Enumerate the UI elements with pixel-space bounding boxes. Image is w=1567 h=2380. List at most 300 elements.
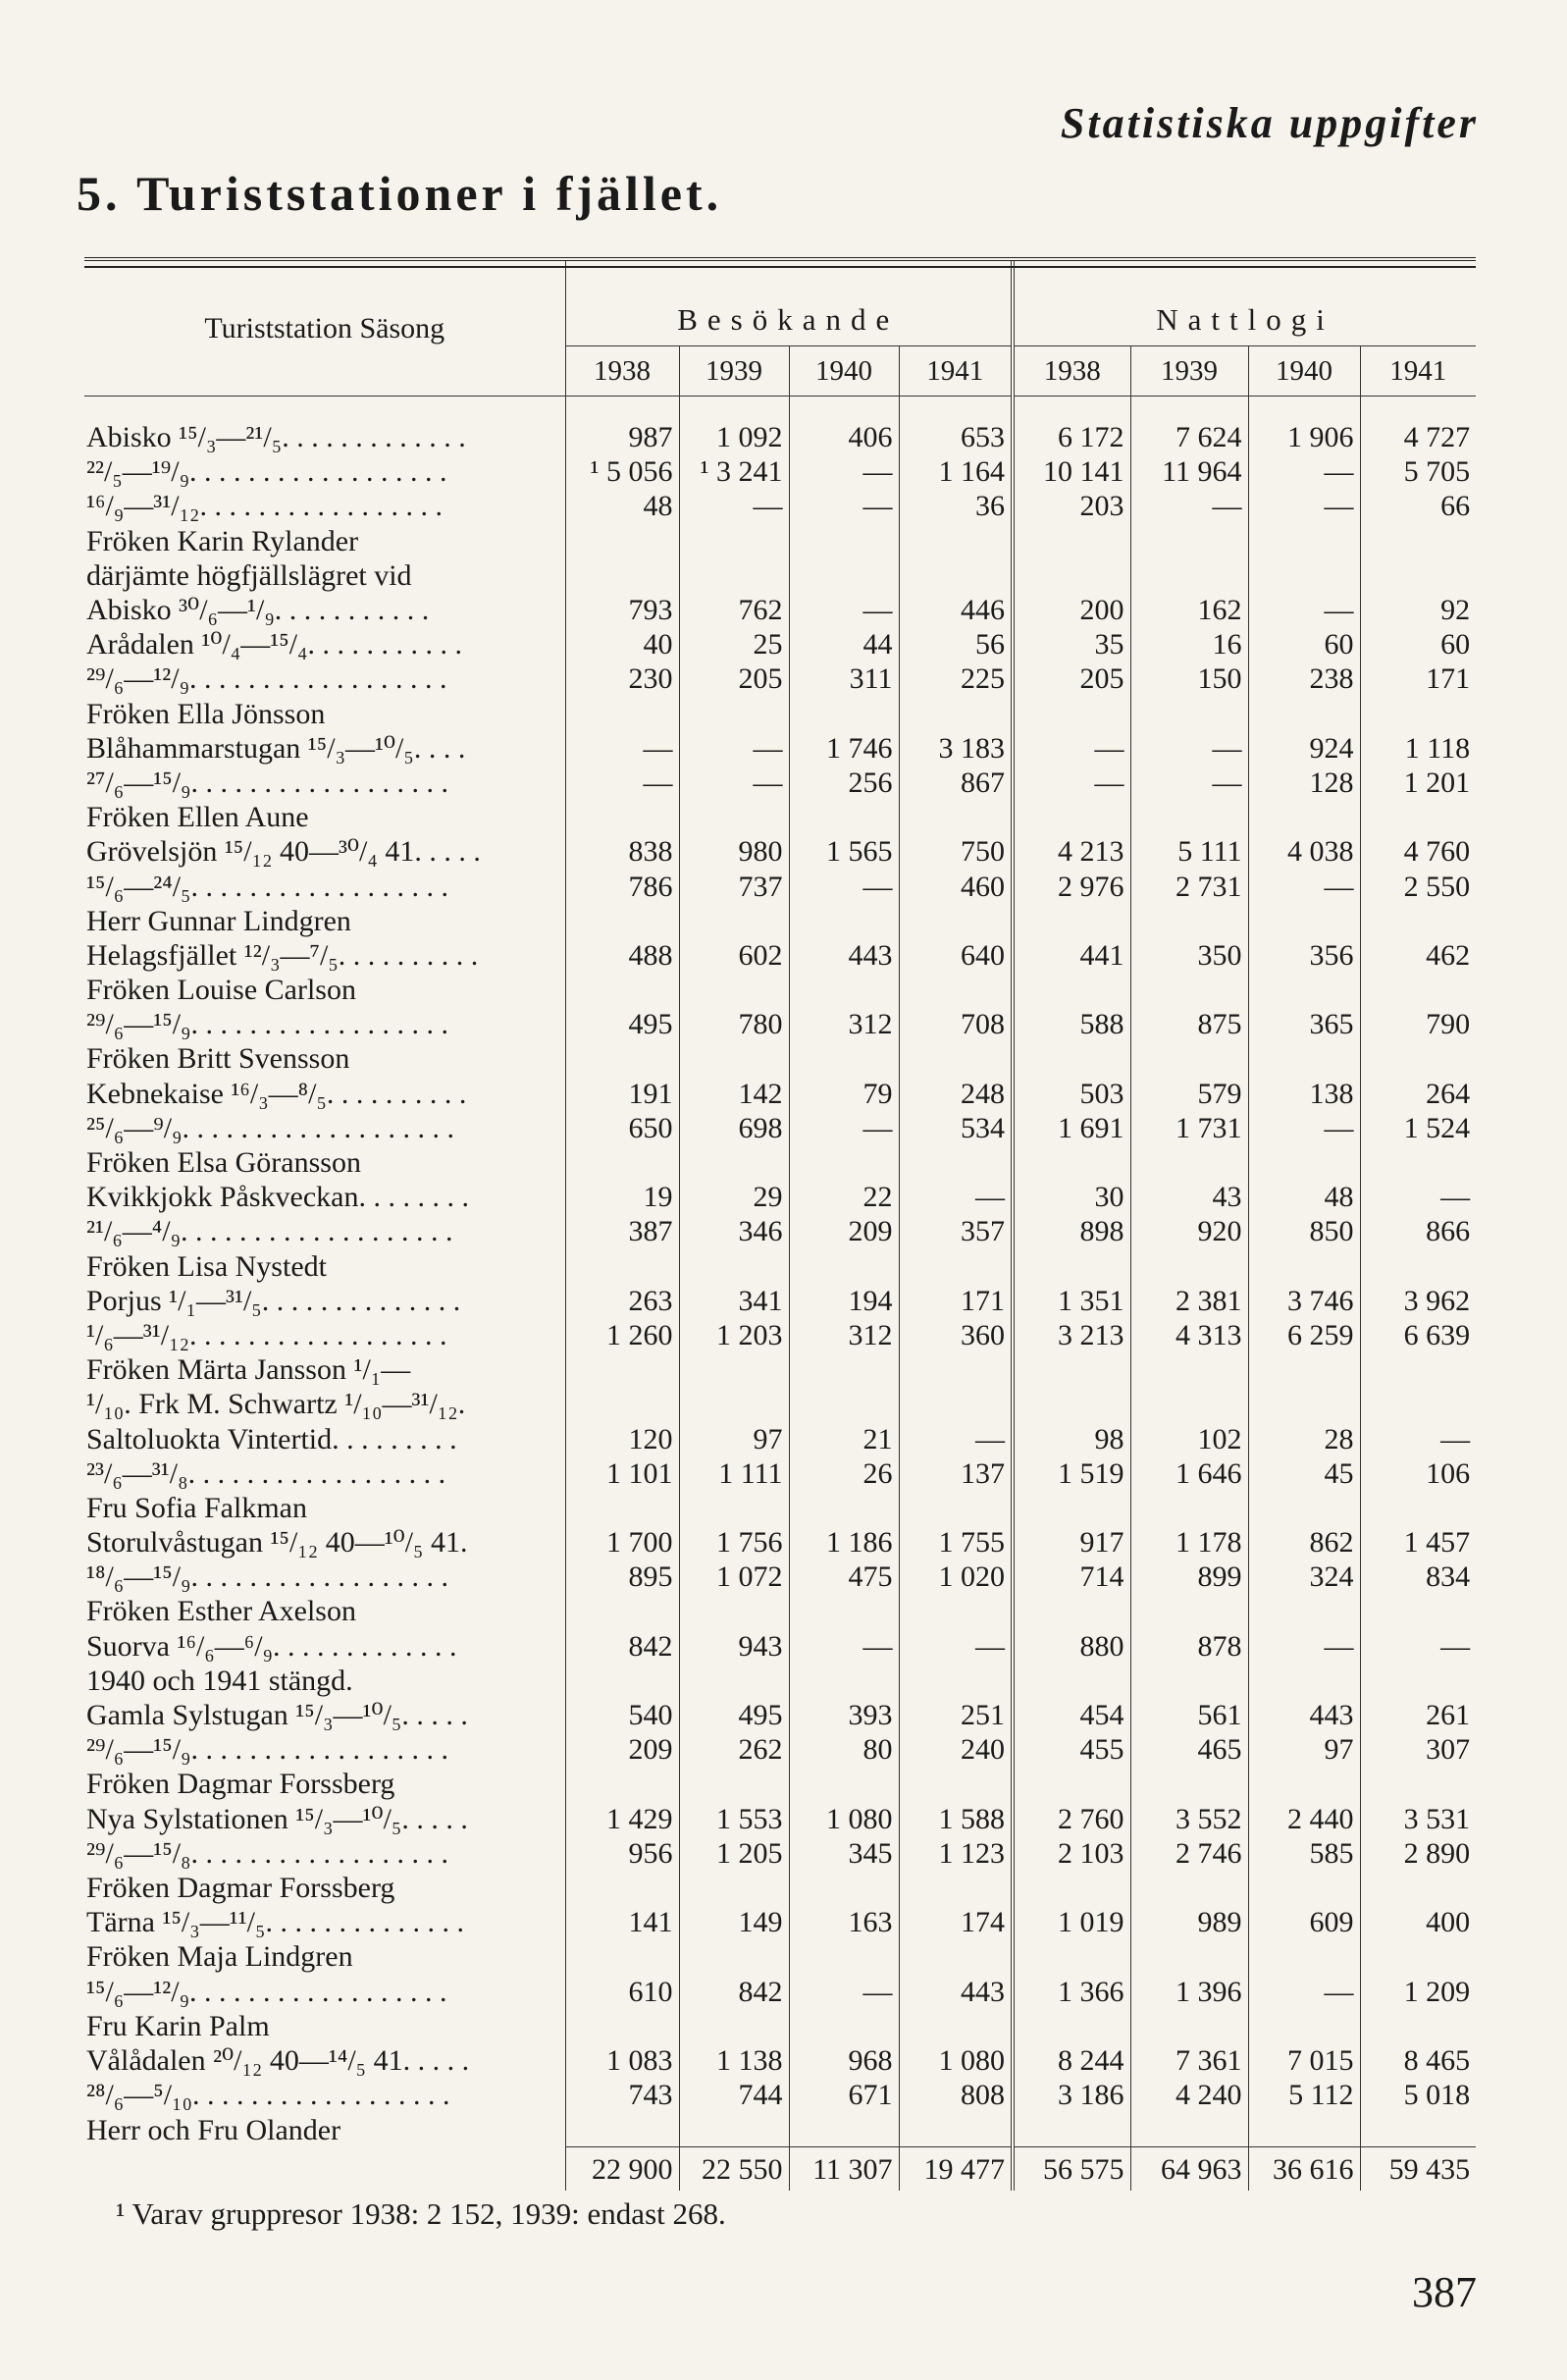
cell-value: 22	[789, 1180, 899, 1214]
table-row	[84, 973, 1476, 1007]
cell-value: 1 756	[679, 1525, 789, 1560]
table-row	[84, 1905, 1476, 1939]
cell-value: 460	[899, 869, 1013, 903]
cell-value: 209	[789, 1214, 899, 1248]
cell-value: 238	[1248, 661, 1360, 696]
cell-value	[1130, 800, 1248, 834]
cell-value	[1248, 1249, 1360, 1284]
column-group-visitors: Besökande	[565, 261, 1013, 346]
table-row	[84, 1352, 1476, 1387]
cell-value: 2 103	[1013, 1836, 1130, 1871]
cell-value: —	[565, 766, 679, 800]
totals-row	[84, 2147, 1476, 2192]
cell-value	[1130, 2009, 1248, 2043]
cell-value: 1 101	[565, 1456, 679, 1491]
cell-value: 6 639	[1360, 1318, 1476, 1352]
cell-value	[565, 1145, 679, 1180]
cell-value	[1013, 2009, 1130, 2043]
cell-value: 40	[565, 627, 679, 661]
cell-value: 128	[1248, 766, 1360, 800]
row-label: ²¹/₆—⁴/₉. . . . . . . . . . . . . . . . . . .	[86, 1215, 453, 1248]
table-row	[84, 869, 1476, 903]
cell-value: 1 201	[1360, 766, 1476, 800]
cell-value: 762	[679, 593, 789, 627]
row-label: Fröken Elsa Göransson	[86, 1146, 361, 1180]
cell-value	[1360, 697, 1476, 731]
cell-value: 1 118	[1360, 731, 1476, 766]
row-label: Herr och Fru Olander	[86, 2113, 341, 2146]
cell-value	[1130, 1664, 1248, 1698]
cell-value: 174	[899, 1905, 1013, 1939]
cell-value: 102	[1130, 1421, 1248, 1455]
table-row	[84, 2009, 1476, 2043]
table-row	[84, 697, 1476, 731]
cell-value: 106	[1360, 1456, 1476, 1491]
cell-value	[899, 1491, 1013, 1525]
cell-value: 653	[899, 420, 1013, 454]
table-row	[84, 1284, 1476, 1318]
cell-value: 1 906	[1248, 420, 1360, 454]
cell-value	[565, 1352, 679, 1387]
cell-value	[565, 524, 679, 558]
row-label: Kvikkjokk Påskveckan. . . . . . . .	[86, 1181, 469, 1214]
cell-value	[1360, 1767, 1476, 1801]
cell-value: 2 890	[1360, 1836, 1476, 1871]
cell-value: 10 141	[1013, 454, 1130, 489]
cell-value: 610	[565, 1974, 679, 2008]
cell-value: 462	[1360, 938, 1476, 973]
cell-value	[1130, 973, 1248, 1007]
cell-value: 737	[679, 869, 789, 903]
table-row	[84, 1111, 1476, 1145]
cell-value: 585	[1248, 1836, 1360, 1871]
column-header-year: 1938	[565, 346, 679, 397]
cell-value	[1013, 800, 1130, 834]
cell-value: —	[1248, 869, 1360, 903]
cell-value	[1013, 1871, 1130, 1905]
cell-value: 200	[1013, 593, 1130, 627]
cell-value	[679, 800, 789, 834]
row-label: Saltoluokta Vintertid. . . . . . . . .	[86, 1422, 457, 1455]
cell-value: 708	[899, 1007, 1013, 1041]
cell-value: 171	[1360, 661, 1476, 696]
cell-value: 150	[1130, 661, 1248, 696]
cell-value	[1130, 1767, 1248, 1801]
cell-value: 650	[565, 1111, 679, 1145]
cell-value	[679, 1767, 789, 1801]
cell-value	[1360, 973, 1476, 1007]
cell-value	[789, 2009, 899, 2043]
cell-value: 387	[565, 1214, 679, 1248]
cell-value: 4 240	[1130, 2078, 1248, 2112]
table-row	[84, 800, 1476, 834]
row-label: Fröken Ellen Aune	[86, 801, 309, 834]
cell-value: 920	[1130, 1214, 1248, 1248]
cell-value: 4 213	[1013, 834, 1130, 869]
cell-value	[1248, 558, 1360, 593]
cell-value: ¹ 5 056	[565, 454, 679, 489]
column-header-year: 1941	[1360, 346, 1476, 397]
row-label: Fröken Louise Carlson	[86, 974, 356, 1007]
cell-value	[789, 1664, 899, 1698]
cell-value	[679, 1491, 789, 1525]
cell-value	[1248, 1352, 1360, 1387]
cell-value	[679, 904, 789, 938]
cell-value	[565, 1491, 679, 1525]
row-label: ²⁹/₆—¹⁵/₈. . . . . . . . . . . . . . . . . .	[86, 1836, 448, 1870]
cell-value: 1 396	[1130, 1974, 1248, 2008]
cell-value	[1013, 1767, 1130, 1801]
cell-value: 1 755	[899, 1525, 1013, 1560]
cell-value	[565, 558, 679, 593]
cell-value: 1 209	[1360, 1974, 1476, 2008]
row-label: ²⁹/₆—¹⁵/₉. . . . . . . . . . . . . . . . . .	[86, 1008, 448, 1041]
cell-value: 488	[565, 938, 679, 973]
column-header-year: 1940	[789, 346, 899, 397]
cell-value: —	[565, 731, 679, 766]
cell-value: 6 172	[1013, 420, 1130, 454]
table-row	[84, 2043, 1476, 2078]
cell-value	[789, 973, 899, 1007]
cell-value: 1 646	[1130, 1456, 1248, 1491]
total-value: 64 963	[1130, 2147, 1248, 2192]
row-label: Fröken Britt Svensson	[86, 1042, 350, 1076]
row-label: Storulvåstugan ¹⁵/₁₂ 40—¹⁰/₅ 41.	[86, 1526, 468, 1560]
cell-value: 191	[565, 1077, 679, 1111]
cell-value	[899, 2009, 1013, 2043]
row-label: Gamla Sylstugan ¹⁵/₃—¹⁰/₅. . . . .	[86, 1699, 468, 1732]
cell-value	[1130, 1041, 1248, 1076]
table-row	[84, 766, 1476, 800]
cell-value: —	[679, 766, 789, 800]
cell-value: 1 457	[1360, 1525, 1476, 1560]
cell-value: 917	[1013, 1525, 1130, 1560]
cell-value	[1130, 1387, 1248, 1421]
cell-value: 1 080	[789, 1802, 899, 1836]
cell-value: 1 366	[1013, 1974, 1130, 2008]
cell-value: 36	[899, 489, 1013, 523]
cell-value	[1360, 1871, 1476, 1905]
table-row	[84, 593, 1476, 627]
cell-value	[565, 1664, 679, 1698]
cell-value: —	[899, 1421, 1013, 1455]
cell-value	[899, 524, 1013, 558]
row-label: Porjus ¹/₁—³¹/₅. . . . . . . . . . . . . .	[86, 1284, 461, 1317]
cell-value: 793	[565, 593, 679, 627]
cell-value: 714	[1013, 1560, 1130, 1594]
row-label: Fru Karin Palm	[86, 2009, 270, 2042]
cell-value: 16	[1130, 627, 1248, 661]
cell-value: 312	[789, 1318, 899, 1352]
cell-value: 968	[789, 2043, 899, 2078]
table-row	[84, 1041, 1476, 1076]
row-label: ¹/₆—³¹/₁₂. . . . . . . . . . . . . . . . . .	[86, 1318, 447, 1351]
cell-value: —	[789, 1111, 899, 1145]
column-group-nights: Nattlogi	[1013, 261, 1476, 346]
cell-value: 875	[1130, 1007, 1248, 1041]
cell-value: 137	[899, 1456, 1013, 1491]
table-row	[84, 1421, 1476, 1455]
cell-value: 1 123	[899, 1836, 1013, 1871]
cell-value	[899, 697, 1013, 731]
cell-value	[679, 1145, 789, 1180]
cell-value: 503	[1013, 1077, 1130, 1111]
cell-value: 862	[1248, 1525, 1360, 1560]
cell-value: 264	[1360, 1077, 1476, 1111]
cell-value: 2 760	[1013, 1802, 1130, 1836]
cell-value: 5 112	[1248, 2078, 1360, 2112]
cell-value: 25	[679, 627, 789, 661]
cell-value: 393	[789, 1698, 899, 1732]
cell-value: 744	[679, 2078, 789, 2112]
cell-value	[565, 1594, 679, 1628]
cell-value: 92	[1360, 593, 1476, 627]
cell-value	[789, 1491, 899, 1525]
cell-value: 1 519	[1013, 1456, 1130, 1491]
row-label: ²³/₆—³¹/₈. . . . . . . . . . . . . . . . . .	[86, 1456, 446, 1490]
column-header-year: 1939	[1130, 346, 1248, 397]
cell-value: 987	[565, 420, 679, 454]
cell-value: —	[1248, 489, 1360, 523]
total-value: 56 575	[1013, 2147, 1130, 2192]
cell-value	[899, 800, 1013, 834]
cell-value: 240	[899, 1732, 1013, 1767]
cell-value: 443	[789, 938, 899, 973]
cell-value	[789, 1939, 899, 1974]
table-row	[84, 2112, 1476, 2147]
cell-value: 7 015	[1248, 2043, 1360, 2078]
cell-value: 588	[1013, 1007, 1130, 1041]
cell-value	[1360, 1145, 1476, 1180]
table-row	[84, 1974, 1476, 2008]
cell-value	[899, 973, 1013, 1007]
cell-value: 251	[899, 1698, 1013, 1732]
cell-value	[899, 2112, 1013, 2147]
cell-value	[1360, 904, 1476, 938]
total-value: 36 616	[1248, 2147, 1360, 2192]
cell-value: 640	[899, 938, 1013, 973]
cell-value: 561	[1130, 1698, 1248, 1732]
cell-value: —	[1360, 1421, 1476, 1455]
table-row	[84, 1802, 1476, 1836]
cell-value: —	[1248, 1111, 1360, 1145]
cell-value	[1130, 524, 1248, 558]
cell-value	[789, 1387, 899, 1421]
cell-value: 1 020	[899, 1560, 1013, 1594]
cell-value: 5 111	[1130, 834, 1248, 869]
cell-value: 850	[1248, 1214, 1360, 1248]
row-label: ²⁹/₆—¹²/₉. . . . . . . . . . . . . . . . . .	[86, 662, 447, 696]
table-row	[84, 1767, 1476, 1801]
cell-value: —	[679, 731, 789, 766]
table-row	[84, 420, 1476, 454]
cell-value: 56	[899, 627, 1013, 661]
cell-value: 1 691	[1013, 1111, 1130, 1145]
cell-value: 3 213	[1013, 1318, 1130, 1352]
cell-value: 602	[679, 938, 789, 973]
table-row	[84, 1836, 1476, 1871]
cell-value	[1248, 1664, 1360, 1698]
cell-value	[899, 558, 1013, 593]
cell-value: 360	[899, 1318, 1013, 1352]
cell-value: 80	[789, 1732, 899, 1767]
table-row	[84, 2078, 1476, 2112]
total-value: 59 435	[1360, 2147, 1476, 2192]
cell-value	[1360, 1249, 1476, 1284]
row-label: ¹⁶/₉—³¹/₁₂. . . . . . . . . . . . . . . . .	[86, 490, 443, 523]
cell-value	[789, 1594, 899, 1628]
spacer-row	[84, 397, 1476, 421]
cell-value: 120	[565, 1421, 679, 1455]
table-row	[84, 1560, 1476, 1594]
row-label: Abisko ³⁰/₆—¹/₉. . . . . . . . . . .	[86, 594, 430, 627]
table-row	[84, 454, 1476, 489]
cell-value: 35	[1013, 627, 1130, 661]
cell-value: 138	[1248, 1077, 1360, 1111]
cell-value	[1013, 1041, 1130, 1076]
table-row	[84, 1387, 1476, 1421]
cell-value: 1 553	[679, 1802, 789, 1836]
table-row	[84, 904, 1476, 938]
cell-value: 867	[899, 766, 1013, 800]
cell-value	[789, 1041, 899, 1076]
cell-value	[1248, 973, 1360, 1007]
cell-value: 8 244	[1013, 2043, 1130, 2078]
cell-value	[679, 558, 789, 593]
cell-value: 1 164	[899, 454, 1013, 489]
cell-value: 579	[1130, 1077, 1248, 1111]
cell-value: 205	[1013, 661, 1130, 696]
cell-value	[1360, 1664, 1476, 1698]
cell-value: —	[1130, 766, 1248, 800]
total-value: 22 550	[679, 2147, 789, 2192]
cell-value: 698	[679, 1111, 789, 1145]
cell-value: 980	[679, 834, 789, 869]
cell-value: 312	[789, 1007, 899, 1041]
cell-value	[565, 2009, 679, 2043]
cell-value	[679, 1387, 789, 1421]
row-label: ¹⁵/₆—¹²/₉. . . . . . . . . . . . . . . . . .	[86, 1975, 447, 2008]
cell-value: 225	[899, 661, 1013, 696]
table-row	[84, 1249, 1476, 1284]
footnote: ¹ Varav gruppresor 1938: 2 152, 1939: endast 268.	[116, 2196, 726, 2231]
cell-value: 443	[899, 1974, 1013, 2008]
cell-value: 880	[1013, 1629, 1130, 1664]
cell-value: 400	[1360, 1905, 1476, 1939]
cell-value: 307	[1360, 1732, 1476, 1767]
row-label: Fröken Karin Rylander	[86, 524, 359, 557]
table-row	[84, 1732, 1476, 1767]
cell-value: 163	[789, 1905, 899, 1939]
cell-value	[789, 1145, 899, 1180]
cell-value: 345	[789, 1836, 899, 1871]
row-label: Suorva ¹⁶/₆—⁶/₉. . . . . . . . . . . . .	[86, 1629, 457, 1663]
cell-value	[899, 1939, 1013, 1974]
cell-value: 171	[899, 1284, 1013, 1318]
cell-value	[565, 1041, 679, 1076]
cell-value: 446	[899, 593, 1013, 627]
table-row	[84, 1456, 1476, 1491]
cell-value	[1360, 1939, 1476, 1974]
cell-value: 1 731	[1130, 1111, 1248, 1145]
cell-value	[1248, 800, 1360, 834]
cell-value: 1 186	[789, 1525, 899, 1560]
cell-value	[1130, 1249, 1248, 1284]
cell-value: 365	[1248, 1007, 1360, 1041]
column-header-station: Turiststation Säsong	[84, 261, 565, 397]
row-label: ²⁹/₆—¹⁵/₉. . . . . . . . . . . . . . . . . .	[86, 1733, 448, 1767]
table-row	[84, 1525, 1476, 1560]
row-label: Fröken Dagmar Forssberg	[86, 1871, 395, 1904]
cell-value: 3 746	[1248, 1284, 1360, 1318]
page-number: 387	[1412, 2268, 1477, 2316]
cell-value: 895	[565, 1560, 679, 1594]
cell-value	[679, 973, 789, 1007]
cell-value: 454	[1013, 1698, 1130, 1732]
cell-value	[679, 1664, 789, 1698]
row-label: Fröken Dagmar Forssberg	[86, 1768, 395, 1801]
cell-value	[1013, 904, 1130, 938]
cell-value: —	[1248, 1974, 1360, 2008]
cell-value: —	[789, 489, 899, 523]
cell-value: 19	[565, 1180, 679, 1214]
table-row	[84, 661, 1476, 696]
row-label: Herr Gunnar Lindgren	[86, 904, 351, 937]
cell-value	[1130, 1145, 1248, 1180]
cell-value: 60	[1360, 627, 1476, 661]
cell-value: 341	[679, 1284, 789, 1318]
cell-value: —	[1360, 1629, 1476, 1664]
cell-value	[789, 697, 899, 731]
cell-value: 1 565	[789, 834, 899, 869]
table-row	[84, 1664, 1476, 1698]
cell-value	[789, 1249, 899, 1284]
cell-value	[789, 558, 899, 593]
cell-value: 21	[789, 1421, 899, 1455]
cell-value: 786	[565, 869, 679, 903]
cell-value: 45	[1248, 1456, 1360, 1491]
total-value: 19 477	[899, 2147, 1013, 2192]
cell-value	[1013, 524, 1130, 558]
cell-value	[1248, 524, 1360, 558]
cell-value: 2 731	[1130, 869, 1248, 903]
cell-value: 1 092	[679, 420, 789, 454]
cell-value	[679, 2009, 789, 2043]
cell-value: 4 313	[1130, 1318, 1248, 1352]
cell-value: 443	[1248, 1698, 1360, 1732]
cell-value	[899, 1594, 1013, 1628]
cell-value: 4 038	[1248, 834, 1360, 869]
total-value: 11 307	[789, 2147, 899, 2192]
cell-value: 3 186	[1013, 2078, 1130, 2112]
cell-value	[1248, 1871, 1360, 1905]
cell-value	[1013, 1664, 1130, 1698]
row-label: Fru Sofia Falkman	[86, 1491, 307, 1524]
row-label: Blåhammarstugan ¹⁵/₃—¹⁰/₅. . . .	[86, 731, 466, 765]
cell-value: —	[899, 1629, 1013, 1664]
cell-value: 2 381	[1130, 1284, 1248, 1318]
row-label: ²⁷/₆—¹⁵/₉. . . . . . . . . . . . . . . . . .	[86, 766, 448, 799]
table-row	[84, 834, 1476, 869]
cell-value	[679, 1594, 789, 1628]
cell-value: 248	[899, 1077, 1013, 1111]
cell-value	[1013, 1249, 1130, 1284]
cell-value: 97	[679, 1421, 789, 1455]
cell-value	[899, 904, 1013, 938]
cell-value: 5 705	[1360, 454, 1476, 489]
cell-value: 441	[1013, 938, 1130, 973]
cell-value: 924	[1248, 731, 1360, 766]
